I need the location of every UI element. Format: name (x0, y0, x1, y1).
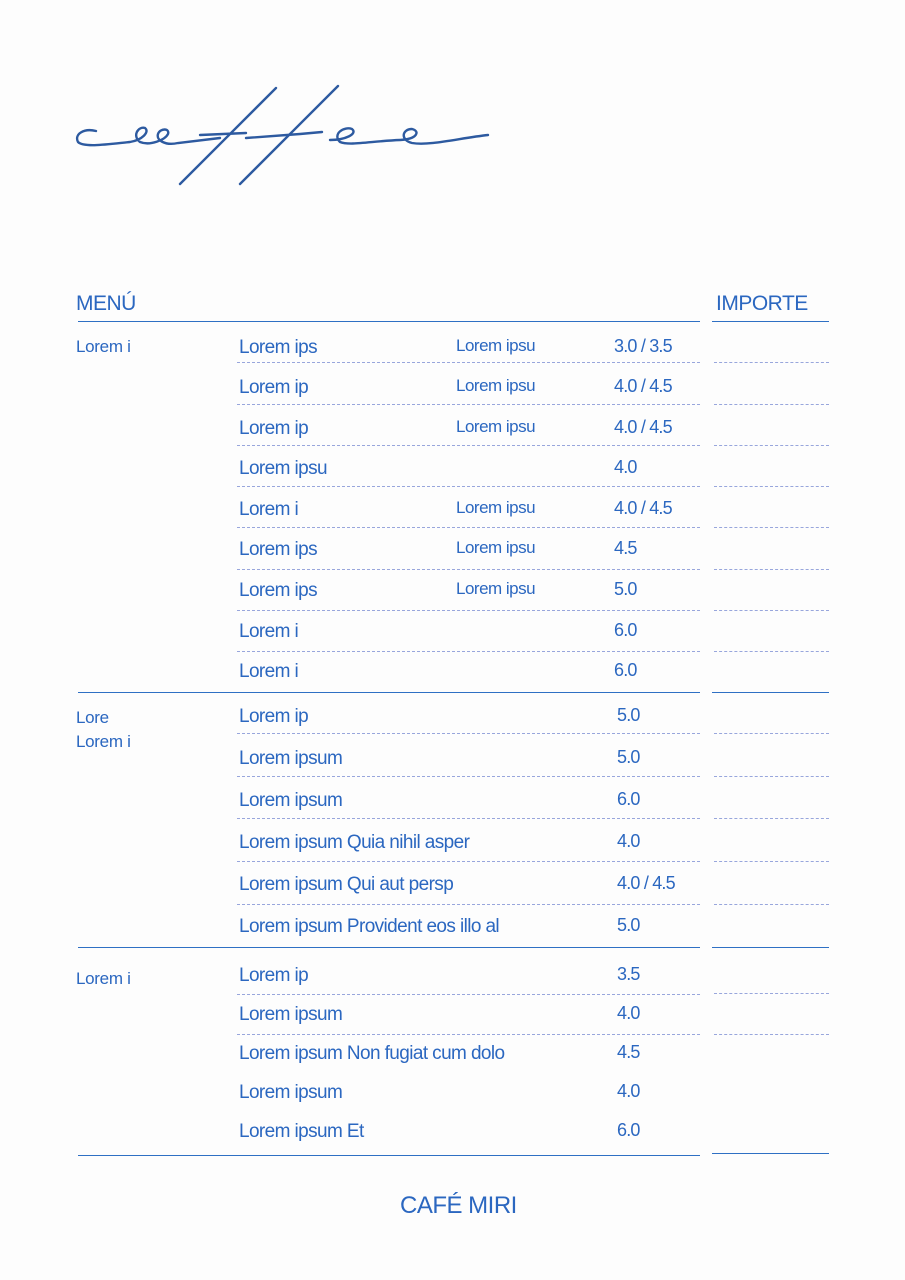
row-divider (237, 994, 700, 995)
menu-item-name: Lorem ipsum Et (239, 1121, 364, 1142)
menu-item-price: 6.0 (614, 660, 637, 680)
menu-item-name: Lorem ipsum Provident eos illo al (239, 916, 500, 937)
amount-divider (714, 651, 829, 652)
menu-item-name: Lorem ipsum (239, 1082, 343, 1103)
menu-item-name: Lorem ipsum Non fugiat cum dolo (239, 1043, 505, 1064)
amount-section-divider (712, 947, 829, 948)
row-divider (237, 861, 700, 862)
menu-item-price: 4.0 / 4.5 (614, 376, 672, 396)
menu-item-variant: Lorem ipsu (456, 498, 536, 517)
menu-item-name: Lorem ips (239, 539, 318, 560)
row-divider (237, 733, 700, 734)
menu-item-name: Lorem ip (239, 418, 309, 439)
amount-divider (714, 404, 829, 405)
menu-item-variant: Lorem ipsu (456, 376, 536, 395)
category-label: Lore Lorem i (76, 708, 131, 751)
amount-divider (714, 861, 829, 862)
row-divider (237, 569, 700, 570)
menu-item-name: Lorem ipsu (239, 458, 327, 479)
amount-divider (714, 1034, 829, 1035)
section-divider (78, 692, 700, 693)
section-divider (78, 1155, 700, 1156)
menu-item-name: Lorem ipsum (239, 748, 343, 769)
amount-divider (714, 904, 829, 905)
menu-item-name: Lorem i (239, 661, 299, 682)
menu-item-price: 3.5 (617, 964, 640, 984)
menu-item-name: Lorem ips (239, 580, 318, 601)
menu-header: MENÚ (76, 292, 136, 315)
menu-item-name: Lorem ip (239, 377, 309, 398)
section-divider (78, 947, 700, 948)
menu-item-price: 5.0 (617, 705, 640, 725)
menu-item-name: Lorem ip (239, 965, 309, 986)
amount-divider (714, 445, 829, 446)
amount-divider (714, 993, 829, 994)
row-divider (237, 445, 700, 446)
menu-item-name: Lorem ips (239, 337, 318, 358)
row-divider (237, 486, 700, 487)
menu-item-price: 4.0 (617, 831, 640, 851)
amount-divider (714, 362, 829, 363)
menu-item-name: Lorem ipsum (239, 790, 343, 811)
menu-item-name: Lorem ipsum Quia nihil asper (239, 832, 470, 853)
amount-divider (714, 776, 829, 777)
menu-item-variant: Lorem ipsu (456, 417, 536, 436)
menu-item-name: Lorem ipsum (239, 1004, 343, 1025)
menu-item-variant: Lorem ipsu (456, 336, 536, 355)
row-divider (237, 818, 700, 819)
amount-divider (714, 610, 829, 611)
amount-divider (714, 733, 829, 734)
menu-item-variant: Lorem ipsu (456, 579, 536, 598)
amount-divider (714, 486, 829, 487)
menu-item-price: 4.5 (614, 538, 637, 558)
row-divider (237, 651, 700, 652)
menu-item-price: 6.0 (614, 620, 637, 640)
row-divider (237, 527, 700, 528)
row-divider (237, 404, 700, 405)
menu-item-price: 3.0 / 3.5 (614, 336, 672, 356)
menu-item-price: 4.0 (617, 1081, 640, 1101)
footer-brand: CAFÉ MIRI (400, 1192, 517, 1219)
category-label: Lorem i (76, 337, 131, 356)
menu-item-price: 4.5 (617, 1042, 640, 1062)
amount-divider (714, 818, 829, 819)
menu-item-name: Lorem ip (239, 706, 309, 727)
header-divider-amount (712, 321, 829, 322)
amount-section-divider (712, 1153, 829, 1154)
menu-item-price: 4.0 / 4.5 (617, 873, 675, 893)
menu-item-price: 6.0 (617, 1120, 640, 1140)
amount-divider (714, 527, 829, 528)
menu-item-name: Lorem i (239, 499, 299, 520)
menu-item-price: 4.0 / 4.5 (614, 417, 672, 437)
amount-header: IMPORTE (716, 292, 808, 315)
category-label: Lorem i (76, 969, 131, 988)
row-divider (237, 776, 700, 777)
menu-item-price: 6.0 (617, 789, 640, 809)
coffee-logo (0, 0, 905, 230)
menu-item-price: 4.0 / 4.5 (614, 498, 672, 518)
menu-item-price: 4.0 (614, 457, 637, 477)
menu-item-price: 4.0 (617, 1003, 640, 1023)
row-divider (237, 1034, 700, 1035)
menu-item-price: 5.0 (617, 915, 640, 935)
menu-item-name: Lorem i (239, 621, 299, 642)
menu-item-price: 5.0 (617, 747, 640, 767)
menu-item-price: 5.0 (614, 579, 637, 599)
header-divider (78, 321, 700, 322)
menu-item-name: Lorem ipsum Qui aut persp (239, 874, 454, 895)
amount-divider (714, 569, 829, 570)
amount-section-divider (712, 692, 829, 693)
row-divider (237, 362, 700, 363)
menu-item-variant: Lorem ipsu (456, 538, 536, 557)
row-divider (237, 610, 700, 611)
row-divider (237, 904, 700, 905)
